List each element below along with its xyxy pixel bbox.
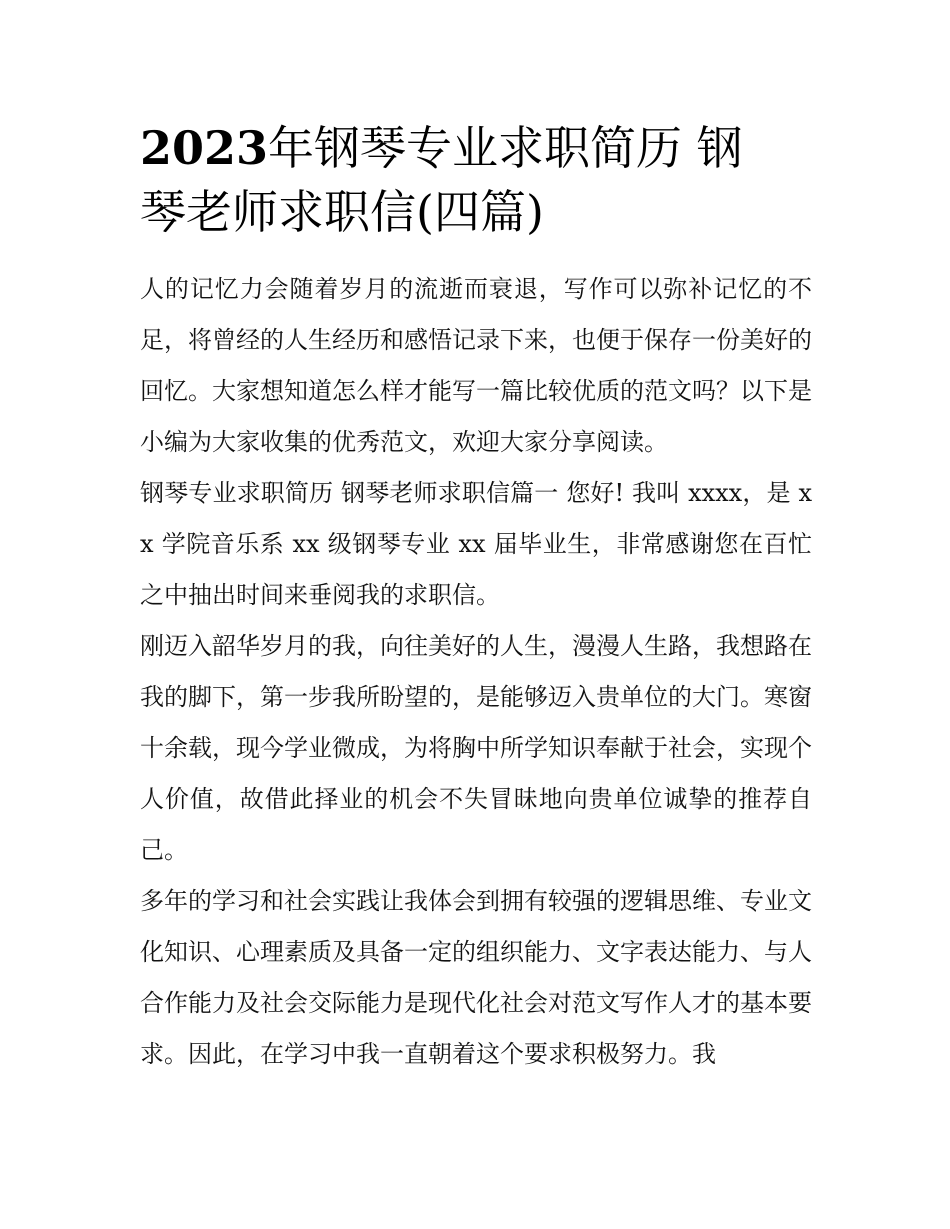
document-body — [140, 264, 812, 1080]
document-title — [140, 116, 812, 244]
paragraph-letter-opening: 钢琴专业求职简历 钢琴老师求职信篇一 您好! 我叫 xxxx，是 xx 学院音乐系 xx 级钢琴专业 xx 届毕业生，非常感谢您在百忙之中抽出时间来垂阅我的求职信。 — [140, 479, 812, 609]
title-text-line-1: 年钢琴专业求职简历 钢 — [268, 121, 743, 175]
title-year: 2023 — [140, 121, 269, 175]
paragraph-intro: 人的记忆力会随着岁月的流逝而衰退，写作可以弥补记忆的不足，将曾经的人生经历和感悟记录下来，也便于保存一份美好的回忆。大家想知道怎么样才能写一篇比较优质的范文吗？以下是小编为大家收集的优秀范文，欢迎大家分享阅读。 — [140, 275, 812, 456]
document-content — [140, 116, 812, 1080]
paragraph-skills: 多年的学习和社会实践让我体会到拥有较强的逻辑思维、专业文化知识、心理素质及具备一定的组织能力、文字表达能力、与人合作能力及社会交际能力是现代化社会对范文写作人才的基本要求。因此，在学习中我一直朝着这个要求积极努力。我 — [140, 887, 812, 1068]
title-line-2: 琴老师求职信(四篇) — [140, 185, 544, 239]
title-line-1 — [140, 116, 812, 180]
paragraph-aspiration: 刚迈入韶华岁月的我，向往美好的人生，漫漫人生路，我想路在我的脚下，第一步我所盼望的，是能够迈入贵单位的大门。寒窗十余载，现今学业微成，为将胸中所学知识奉献于社会，实现个人价值，故借此择业的机会不失冒昧地向贵单位诚挚的推荐自己。 — [140, 632, 812, 864]
